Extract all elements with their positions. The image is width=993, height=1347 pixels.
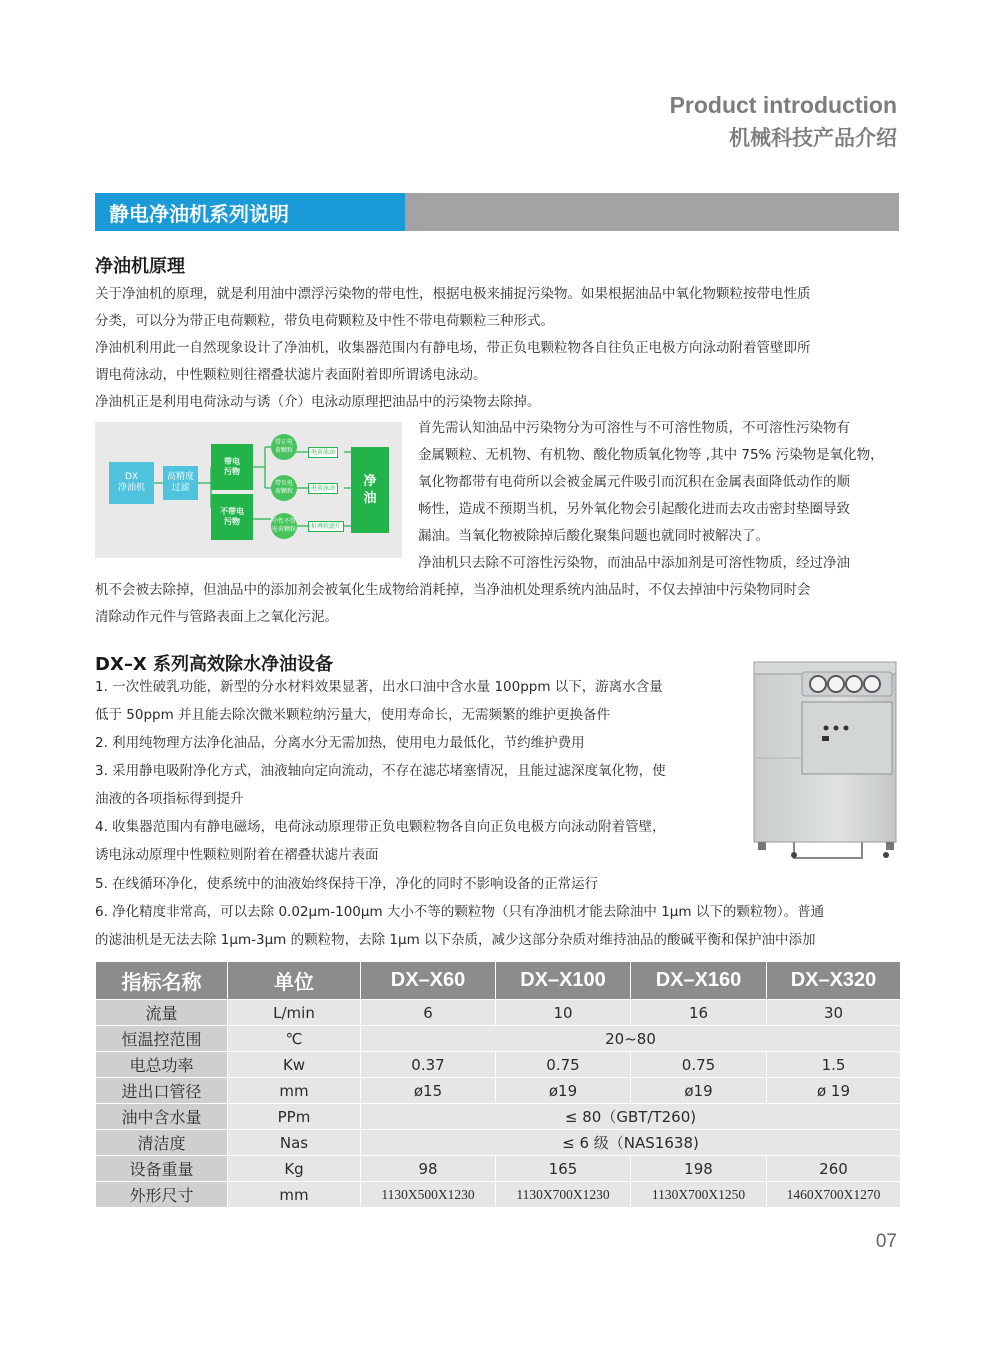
diagram-node-negative: 带负电 荷颗粒: [271, 475, 297, 501]
section1-line: 净油机利用此一自然现象设计了净油机，收集器范围内有静电场，带正负电颗粒物各自往负正电极方向泳动附着管壁即所: [95, 340, 811, 356]
section1-right-line: 漏油。当氧化物被除掉后酸化聚集问题也就同时被解决了。: [418, 528, 769, 544]
table-cell: 1460X700X1270: [767, 1182, 901, 1208]
table-header-cell: DX–X320: [767, 962, 901, 1000]
table-cell: 0.75: [496, 1052, 631, 1078]
feature-line: 低于 50ppm 并且能去除次微米颗粒纳污量大，使用寿命长，无需频繁的维护更换备件: [95, 707, 611, 723]
section1-line: 关于净油机的原理，就是利用油中漂浮污染物的带电性，根据电极来捕捉污染物。如果根据油品中氧化物颗粒按带电性质: [95, 286, 811, 302]
feature-line: 3. 采用静电吸附净化方式，油液轴向定向流动，不存在滤芯堵塞情况，且能过滤深度氧化物，使: [95, 763, 666, 779]
table-header-cell: DX–X100: [496, 962, 631, 1000]
table-header-cell: DX–X160: [631, 962, 767, 1000]
table-header-cell: 指标名称: [96, 962, 228, 1000]
table-cell: 6: [361, 1000, 496, 1026]
diagram-node-charged: 带电 污物: [211, 444, 253, 490]
table-header-cell: DX–X60: [361, 962, 496, 1000]
table-cell: ø19: [496, 1078, 631, 1104]
table-row: [96, 1156, 901, 1182]
table-cell: ø19: [631, 1078, 767, 1104]
row-unit: Kg: [228, 1156, 361, 1182]
section1-line: 分类，可以分为带正电荷颗粒，带负电荷颗粒及中性不带电荷颗粒三种形式。: [95, 313, 554, 329]
feature-line: 5. 在线循环净化，使系统中的油液始终保持干净，净化的同时不影响设备的正常运行: [95, 876, 599, 892]
table-cell: 0.37: [361, 1052, 496, 1078]
row-name: 油中含水量: [96, 1104, 228, 1130]
table-cell: 10: [496, 1000, 631, 1026]
section1-right-line: 首先需认知油品中污染物分为可溶性与不可溶性物质，不可溶性污染物有: [418, 420, 850, 436]
banner-title: 静电净油机系列说明: [109, 202, 289, 226]
table-row: [96, 1026, 901, 1052]
table-row: [96, 1078, 901, 1104]
row-unit: ℃: [228, 1026, 361, 1052]
diagram-node-uncharged: 不带电 污物: [211, 494, 253, 540]
table-cell: 1130X700X1230: [496, 1182, 631, 1208]
row-unit: Nas: [228, 1130, 361, 1156]
diagram-node-positive: 带正电 荷颗粒: [271, 434, 297, 460]
table-cell-span: ≤ 80（GBT/T260): [361, 1104, 901, 1130]
section1-right-line: 畅性，造成不预期当机，另外氧化物会引起酸化进而去攻击密封垫圈导致: [418, 501, 850, 517]
table-cell: 0.75: [631, 1052, 767, 1078]
table-row: [96, 1130, 901, 1156]
section1-right-line: 氧化物都带有电荷所以会被金属元件吸引而沉积在金属表面降低动作的顺: [418, 474, 850, 490]
table-cell: 198: [631, 1156, 767, 1182]
row-name: 恒温控范围: [96, 1026, 228, 1052]
feature-line: 油液的各项指标得到提升: [95, 791, 244, 807]
table-header-row: [96, 962, 901, 1000]
diagram-tag-electrophoresis: 电荷泳动: [308, 483, 338, 494]
feature-line: 6. 净化精度非常高，可以去除 0.02μm-100μm 大小不等的颗粒物（只有净油机才能去除油中 1μm 以下的颗粒物）。普通: [95, 904, 825, 920]
table-row: [96, 1104, 901, 1130]
table-cell: ø 19: [767, 1078, 901, 1104]
section1-tail-line: 机不会被去除掉，但油品中的添加剂会被氧化生成物给消耗掉，当净油机处理系统内油品时，不仅去掉油中污染物同时会: [95, 582, 811, 598]
table-cell-span: ≤ 6 级（NAS1638): [361, 1130, 901, 1156]
row-unit: L/min: [228, 1000, 361, 1026]
table-cell-span: 20~80: [361, 1026, 901, 1052]
table-cell: 1130X700X1250: [631, 1182, 767, 1208]
table-row: [96, 1000, 901, 1026]
page-number: 07: [875, 1231, 897, 1252]
table-cell: 16: [631, 1000, 767, 1026]
diagram-tag-filter: 折叠状滤片: [308, 521, 344, 532]
row-unit: PPm: [228, 1104, 361, 1130]
section1-line: 净油机正是利用电荷泳动与诱（介）电泳动原理把油品中的污染物去除掉。: [95, 394, 541, 410]
row-name: 设备重量: [96, 1156, 228, 1182]
diagram-node-clean-oil: 净 油: [351, 447, 389, 533]
row-unit: mm: [228, 1182, 361, 1208]
table-cell: ø15: [361, 1078, 496, 1104]
header-title-en: Product introduction: [669, 92, 897, 118]
feature-line: 的滤油机是无法去除 1μm-3μm 的颗粒物，去除 1μm 以下杂质，减少这部分杂质对维持油品的酸碱平衡和保护油中添加: [95, 932, 816, 948]
principle-diagram: [95, 422, 402, 558]
diagram-node-neutral: 中性不带 电荷颗粒: [271, 513, 297, 539]
header-title-cn: 机械科技产品介绍: [729, 126, 897, 150]
table-cell: 1.5: [767, 1052, 901, 1078]
section1-title: 净油机原理: [95, 256, 185, 277]
table-cell: 98: [361, 1156, 496, 1182]
section-banner: [95, 193, 899, 231]
table-header-cell: 单位: [228, 962, 361, 1000]
spec-table: [95, 961, 901, 1208]
table-row: [96, 1182, 901, 1208]
diagram-tag-electrophoresis: 电荷泳动: [308, 447, 338, 458]
section2-title: DX–X 系列高效除水净油设备: [95, 654, 333, 675]
table-cell: 260: [767, 1156, 901, 1182]
section1-tail-line: 清除动作元件与管路表面上之氧化污泥。: [95, 609, 338, 625]
oil-purifier-machine-image: [750, 658, 900, 862]
feature-line: 4. 收集器范围内有静电磁场，电荷泳动原理带正负电颗粒物各自向正负电极方向泳动附着管壁，: [95, 819, 666, 835]
table-row: [96, 1052, 901, 1078]
row-name: 外形尺寸: [96, 1182, 228, 1208]
row-unit: mm: [228, 1078, 361, 1104]
row-name: 电总功率: [96, 1052, 228, 1078]
section1-right-line: 净油机只去除不可溶性污染物，而油品中添加剂是可溶性物质，经过净油: [418, 555, 850, 571]
feature-line: 诱电泳动原理中性颗粒则附着在褶叠状滤片表面: [95, 847, 379, 863]
row-name: 进出口管径: [96, 1078, 228, 1104]
row-unit: Kw: [228, 1052, 361, 1078]
section1-line: 谓电荷泳动，中性颗粒则往褶叠状滤片表面附着即所谓诱电泳动。: [95, 367, 487, 383]
table-cell: 30: [767, 1000, 901, 1026]
row-name: 流量: [96, 1000, 228, 1026]
feature-line: 2. 利用纯物理方法净化油品，分离水分无需加热，使用电力最低化，节约维护费用: [95, 735, 585, 751]
section1-right-line: 金属颗粒、无机物、有机物、酸化物质氧化物等 ,其中 75% 污染物是氧化物，: [418, 447, 884, 463]
row-name: 清洁度: [96, 1130, 228, 1156]
diagram-node-filter: 高精度 过滤: [163, 466, 198, 500]
table-cell: 1130X500X1230: [361, 1182, 496, 1208]
diagram-node-dx: DX 净油机: [109, 462, 154, 504]
table-cell: 165: [496, 1156, 631, 1182]
feature-line: 1. 一次性破乳功能，新型的分水材料效果显著，出水口油中含水量 100ppm 以下，游离水含量: [95, 679, 663, 695]
